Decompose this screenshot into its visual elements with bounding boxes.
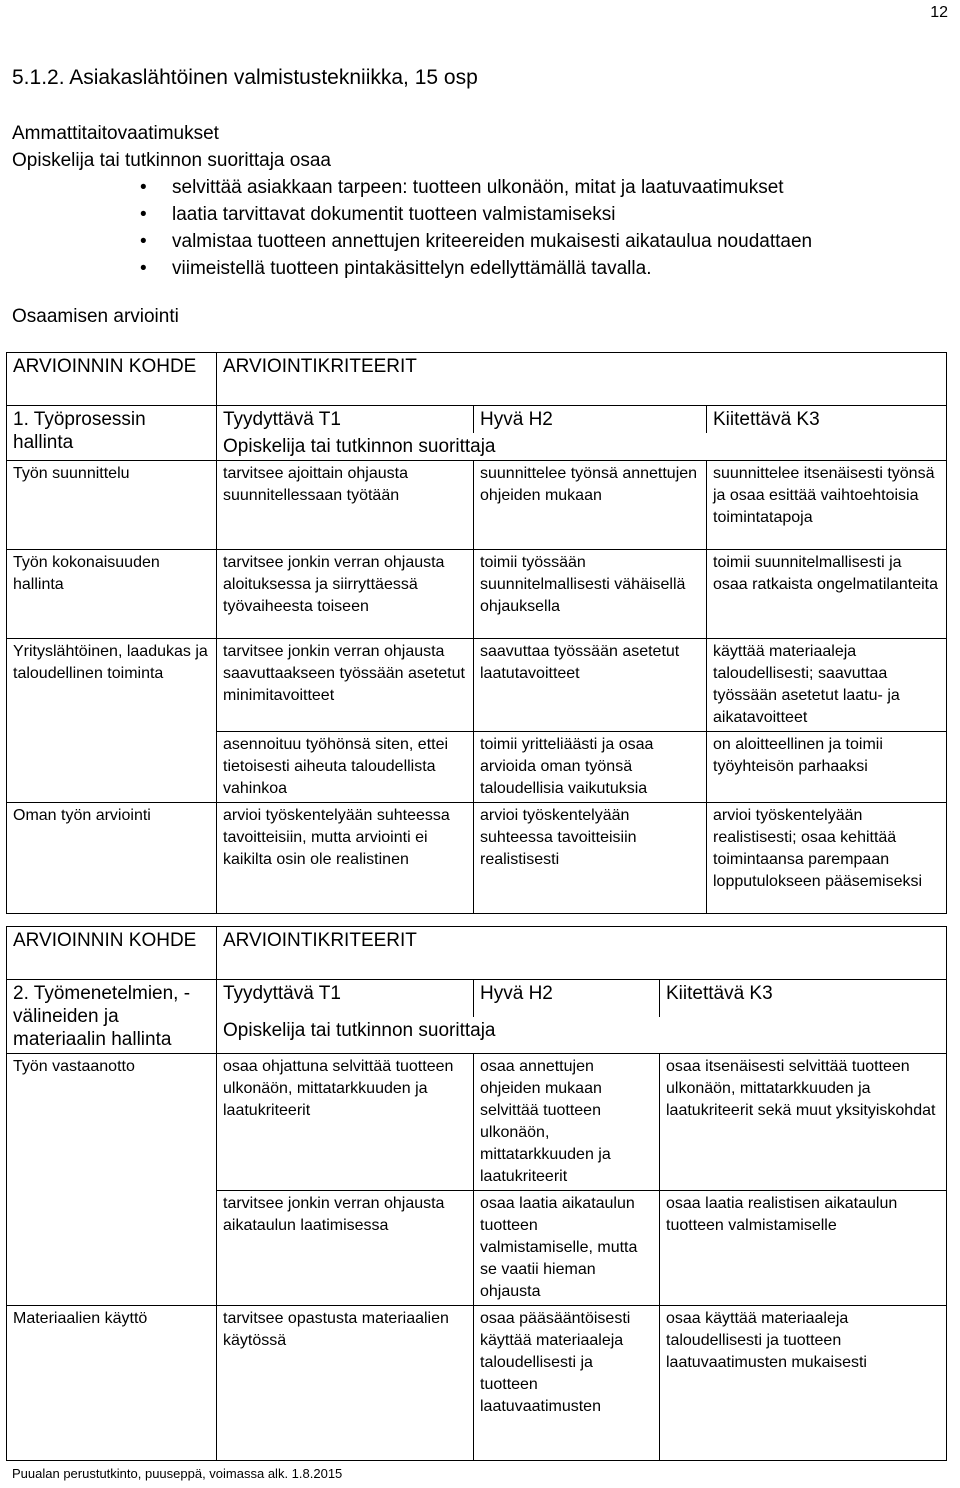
h2-cell: toimii yritteliäästi ja osaa arvioida oman työnsä taloudellisia vaikutuksia	[474, 732, 707, 803]
criteria-header: ARVIOINTIKRITEERIT	[217, 353, 947, 406]
level-t1: Tyydyttävä T1	[217, 980, 474, 1017]
subject-label: Opiskelija tai tutkinnon suorittaja	[217, 1017, 947, 1054]
requirements-block	[12, 120, 331, 174]
table-row	[7, 1306, 947, 1461]
target-cell: Työn kokonaisuuden hallinta	[7, 550, 217, 639]
criteria-table-2	[6, 926, 947, 1461]
section-title: 2. Työmenetelmien, -välineiden ja materiaalin hallinta	[7, 980, 217, 1054]
assessment-title: Osaamisen arviointi	[12, 306, 179, 327]
t1-cell: tarvitsee jonkin verran ohjausta saavuttaakseen työssään asetetut minimitavoitteet	[217, 639, 474, 732]
requirement-item: • valmistaa tuotteen annettujen kriteereiden mukaisesti aikataulua noudattaen	[172, 228, 812, 255]
h2-cell: arvioi työskentelyään suhteessa tavoitteisiin realistisesti	[474, 803, 707, 914]
k3-cell: toimii suunnitelmallisesti ja osaa ratkaista ongelmatilanteita	[707, 550, 947, 639]
t1-cell: tarvitsee jonkin verran ohjausta aloituksessa ja siirryttäessä työvaiheesta toiseen	[217, 550, 474, 639]
level-h2: Hyvä H2	[474, 406, 707, 434]
k3-cell: on aloitteellinen ja toimii työyhteisön parhaaksi	[707, 732, 947, 803]
k3-cell: osaa itsenäisesti selvittää tuotteen ulkonäön, mittatarkkuuden ja laatukriteerit sekä muut yksityiskohdat	[660, 1054, 947, 1191]
page-number: 12	[930, 4, 948, 21]
requirement-item: • laatia tarvittavat dokumentit tuotteen valmistamiseksi	[172, 201, 812, 228]
criteria-header: ARVIOINTIKRITEERIT	[217, 927, 947, 980]
level-h2: Hyvä H2	[474, 980, 660, 1017]
target-cell: Työn vastaanotto	[7, 1054, 217, 1306]
requirement-item: • selvittää asiakkaan tarpeen: tuotteen ulkonäön, mitat ja laatuvaatimukset	[172, 174, 812, 201]
target-cell: Työn suunnittelu	[7, 461, 217, 550]
table-row	[7, 1054, 947, 1191]
requirements-list	[172, 174, 812, 282]
h2-cell: osaa annettujen ohjeiden mukaan selvittää tuotteen ulkonäön, mittatarkkuuden ja laatukriteerit	[474, 1054, 660, 1191]
t1-cell: osaa ohjattuna selvittää tuotteen ulkonäön, mittatarkkuuden ja laatukriteerit	[217, 1054, 474, 1191]
target-header: ARVIOINNIN KOHDE	[7, 927, 217, 980]
t1-cell: tarvitsee opastusta materiaalien käytössä	[217, 1306, 474, 1461]
target-cell: Materiaalien käyttö	[7, 1306, 217, 1461]
t1-cell: asennoituu työhönsä siten, ettei tietoisesti aiheuta taloudellista vahinkoa	[217, 732, 474, 803]
requirement-item: • viimeistellä tuotteen pintakäsittelyn edellyttämällä tavalla.	[172, 255, 812, 282]
k3-cell: osaa käyttää materiaaleja taloudellisesti ja tuotteen laatuvaatimusten mukaisesti	[660, 1306, 947, 1461]
requirements-title: Ammattitaitovaatimukset	[12, 123, 219, 144]
criteria-table-1	[6, 352, 947, 914]
k3-cell: arvioi työskentelyään realistisesti; osaa kehittää toimintaansa parempaan lopputulokseen pääsemiseksi	[707, 803, 947, 914]
section-title: 1. Työprosessin hallinta	[7, 406, 217, 461]
h2-cell: toimii työssään suunnitelmallisesti vähäisellä ohjauksella	[474, 550, 707, 639]
section-heading: 5.1.2. Asiakaslähtöinen valmistustekniikka, 15 osp	[12, 66, 478, 89]
k3-cell: käyttää materiaaleja taloudellisesti; saavuttaa työssään asetetut laatu- ja aikatavoitteet	[707, 639, 947, 732]
k3-cell: suunnittelee itsenäisesti työnsä ja osaa esittää vaihtoehtoisia toimintatapoja	[707, 461, 947, 550]
table-row	[7, 461, 947, 550]
table-row	[7, 550, 947, 639]
target-cell: Oman työn arviointi	[7, 803, 217, 914]
page-footer: Puualan perustutkinto, puuseppä, voimassa alk. 1.8.2015	[12, 1466, 343, 1481]
t1-cell: tarvitsee ajoittain ohjausta suunnitellessaan työtään	[217, 461, 474, 550]
target-header: ARVIOINNIN KOHDE	[7, 353, 217, 406]
table-row	[7, 803, 947, 914]
level-t1: Tyydyttävä T1	[217, 406, 474, 434]
table-row	[7, 639, 947, 732]
subject-label: Opiskelija tai tutkinnon suorittaja	[217, 433, 947, 461]
target-cell: Yrityslähtöinen, laadukas ja taloudellinen toiminta	[7, 639, 217, 803]
level-k3: Kiitettävä K3	[660, 980, 947, 1017]
h2-cell: saavuttaa työssään asetetut laatutavoitteet	[474, 639, 707, 732]
k3-cell: osaa laatia realistisen aikataulun tuotteen valmistamiselle	[660, 1191, 947, 1306]
t1-cell: tarvitsee jonkin verran ohjausta aikataulun laatimisessa	[217, 1191, 474, 1306]
t1-cell: arvioi työskentelyään suhteessa tavoitteisiin, mutta arviointi ei kaikilta osin ole realistinen	[217, 803, 474, 914]
h2-cell: osaa pääsääntöisesti käyttää materiaaleja taloudellisesti ja tuotteen laatuvaatimusten	[474, 1306, 660, 1461]
h2-cell: osaa laatia aikataulun tuotteen valmistamiselle, mutta se vaatii hieman ohjausta	[474, 1191, 660, 1306]
h2-cell: suunnittelee työnsä annettujen ohjeiden mukaan	[474, 461, 707, 550]
requirements-intro: Opiskelija tai tutkinnon suorittaja osaa	[12, 150, 331, 171]
level-k3: Kiitettävä K3	[707, 406, 947, 434]
